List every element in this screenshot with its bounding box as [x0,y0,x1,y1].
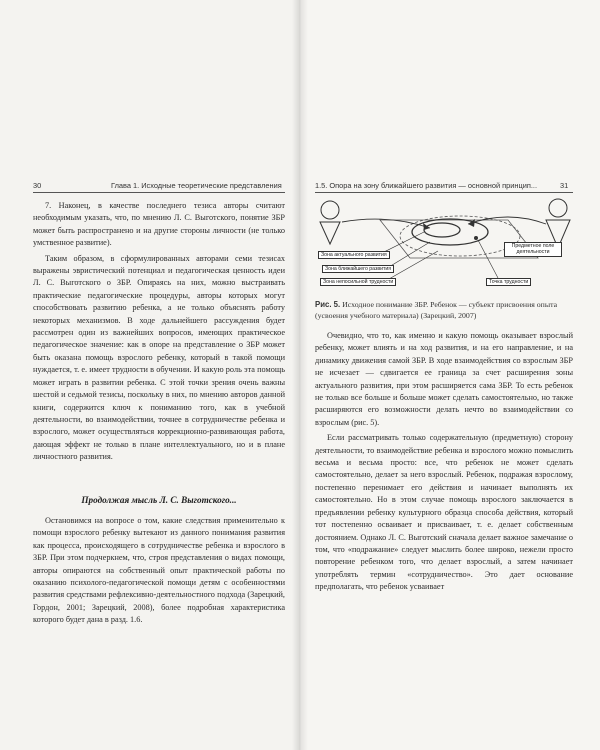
child-arrow [342,219,430,228]
adult-head-icon [549,199,567,217]
caption-number: Рис. 5. [315,300,341,309]
left-text-block [33,200,285,464]
difficulty-point-marker [474,236,478,240]
paragraph: Таким образом, в сформулированных авторами семи тезисах выражены эвристический потенциал и педагогическая ценность идеи Л. С. Выготского о ЗБР. Опираясь на них, можно выстраивать практические педагогические процедуры, авторы которых могут способствовать развитию ребенка, а не только объяснять работу некоторых механизмов. В ходе дальнейшего рассуждения будет рассмотрен один из важнейших вопросов, имеющих практическое педагогическое значение: как в опоре на представление о ЗБР может быть оказана помощь взрослого ребенку, который в такой помощи нуждается, т. е. имеет трудности в обучении. И какую роль эта помощь может играть в развитии ребенка. С этой точки зрения очень важны шестой и седьмой тезисы, поскольку в них, по мнению авторов данной книги, содержится ключ к пониманию того, как в учебной деятельности, во взаимодействии, точнее в сотрудничестве ребенка и взрослого, может осуществляться коррекционно-развивающая работа, дающая эффект не только в плане интеллектуального, но и в плане личностного развития. [33,253,285,462]
caption-text: Исходное понимание ЗБР. Ребенок — субъект присвоения опыта (усвоения учебного материала) (Зарецкий, 2007) [315,300,558,320]
left-text-block-2 [33,515,285,627]
paragraph: 7. Наконец, в качестве последнего тезиса авторы считают необходимым указать, что, по мнению Л. С. Выготского, понятие ЗБР может быть распространено и на другие стороны личности (не только умственное развитие). [33,201,285,248]
label-difficulty-point: Точка трудности [486,278,531,286]
child-body-icon [320,222,340,244]
right-text-block [315,330,573,594]
right-page-number: 31 [560,181,569,190]
left-page-number: 30 [33,181,42,190]
paragraph: Остановимся на вопросе о том, какие следствия применительно к помощи взрослого ребенку вытекают из данного понимания развития как процесса, происходящего в сотрудничестве ребенка и взрослого в ЗБР. При этом подчеркнем, что, строя представления о видах помощи, авторы опираются на собственный опыт практической работы по оказанию психолого-педагогической помощи детям с особенностями развития средствами рефлексивно-деятельностного подхода (Зарецкий, Гордон, 2001; Зарецкий, 2008), более подробная характеристика которого будет дана в разд. 1.6. [33,516,285,625]
zone-actual-ellipse [424,223,460,237]
zone-immediate-ellipse [400,216,520,256]
child-head-icon [321,201,339,219]
right-running-head: 1.5. Опора на зону ближайшего развития — основной принцип... [315,181,538,190]
figure-caption [315,300,573,321]
zbr-diagram [318,196,572,296]
section-title: Продолжая мысль Л. С. Выготского... [81,495,237,505]
left-running-head: Глава 1. Исходные теоретические представления [111,181,282,190]
label-zone-actual: Зона актуального развития [318,251,390,259]
label-zone-nearest: Зона ближайшего развития [322,265,394,273]
adult-arrow [468,217,546,224]
arrow-head [423,223,430,230]
connector-line [478,240,498,278]
paragraph: Если рассматривать только содержательную (предметную) сторону деятельности, то взаимодействие ребенка и взрослого можно помыслить весьма и весьма просто: все, что ребенок не может сделать самостоятельно, делает за него взрослый. Ребенок, подражая взрослому, постепенно перенимает его действия и начинает выполнять их самостоятельно. Но в этом случае помощь взрослого заключается в предъявлении ребенку культурного образца способа действия, который тот постепенно осваивает и присваивает, т. е. делает собственным достоянием. Однако Л. С. Выготский сначала делает важное замечание о том, что «подражание» следует мыслить более широко, нежели просто повторение ребенком того, что делает взрослый, а затем начинает употреблять термин «сотрудничество». Это дает основание предполагать, что ребенок усваивает [315,433,573,592]
left-header-rule [33,192,285,193]
paragraph: Очевидно, что то, как именно и какую помощь оказывает взрослый ребенку, может влиять и на ход развития, и на его направление, и на динамику движения самой ЗБР. В ходе взаимодействия со взрослым ЗБР не исчезает — сдвигается ее граница за счет расширения зоны актуального развития, при этом расширяется сама ЗБР. То есть ребенок не только все больше и больше может сделать самостоятельно, но также расширяются его возможности делать нечто во взаимодействии со взрослым (рис. 5). [315,331,573,427]
right-header-rule [315,192,573,193]
page-gutter [292,0,308,750]
label-zone-immediate: Зона непосильной трудности [320,278,396,286]
label-subject-field: Предметное поле деятельности [504,242,562,257]
